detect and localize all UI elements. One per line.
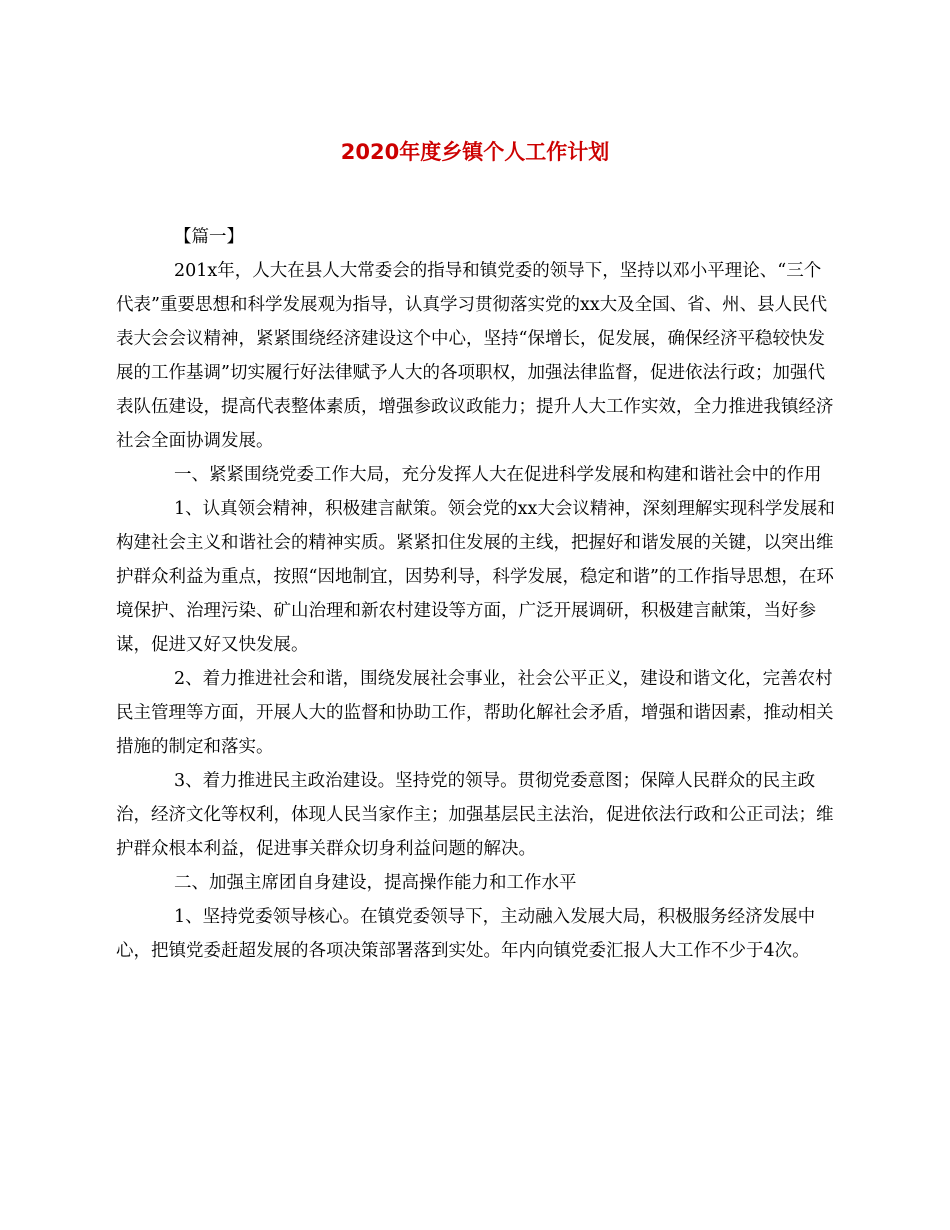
section-heading-1: 一、紧紧围绕党委工作大局，充分发挥人大在促进科学发展和构建和谐社会中的作用: [174, 465, 822, 485]
intro-paragraph: 201x年，人大在县人大常委会的指导和镇党委的领导下，坚持以邓小平理论、“三个代表”重要思想和科学发展观为指导，认真学习贯彻落实党的xx大及全国、省、州、县人民代表大会会议精神，紧紧围绕经济建设这个中心，坚持“保增长，促发展，确保经济平稳较快发展的工作基调”切实履行好法律赋予人大的各项职权，加强法律监督，促进依法行政；加强代表队伍建设，提高代表整体素质，增强参政议政能力；提升人大工作实效，全力推进我镇经济社会全面协调发展。: [116, 261, 834, 451]
paragraph-1-3: 3、着力推进民主政治建设。坚持党的领导。贯彻党委意图；保障人民群众的民主政治，经济文化等权利，体现人民当家作主；加强基层民主法治，促进依法行政和公正司法；维护群众根本利益，促进事关群众切身利益问题的解决。: [116, 771, 834, 859]
section-marker: 【篇一】: [174, 227, 244, 247]
paragraph-1-2: 2、着力推进社会和谐，围绕发展社会事业，社会公平正义，建设和谐文化，完善农村民主管理等方面，开展人大的监督和协助工作，帮助化解社会矛盾，增强和谐因素，推动相关措施的制定和落实。: [116, 669, 834, 757]
document-title: 2020年度乡镇个人工作计划: [340, 140, 610, 164]
document-body: [116, 220, 836, 968]
section-heading-2: 二、加强主席团自身建设，提高操作能力和工作水平: [174, 873, 577, 893]
paragraph-1-1: 1、认真领会精神，积极建言献策。领会党的xx大会议精神，深刻理解实现科学发展和构建社会主义和谐社会的精神实质。紧紧扣住发展的主线，把握好和谐发展的关键，以突出维护群众利益为重点，按照“因地制宜，因势利导，科学发展，稳定和谐”的工作指导思想，在环境保护、治理污染、矿山治理和新农村建设等方面，广泛开展调研，积极建言献策，当好参谋，促进又好又快发展。: [116, 499, 835, 655]
paragraph-2-1: 1、坚持党委领导核心。在镇党委领导下，主动融入发展大局，积极服务经济发展中心，把镇党委赶超发展的各项决策部署落到实处。年内向镇党委汇报人大工作不少于4次。: [116, 907, 816, 961]
